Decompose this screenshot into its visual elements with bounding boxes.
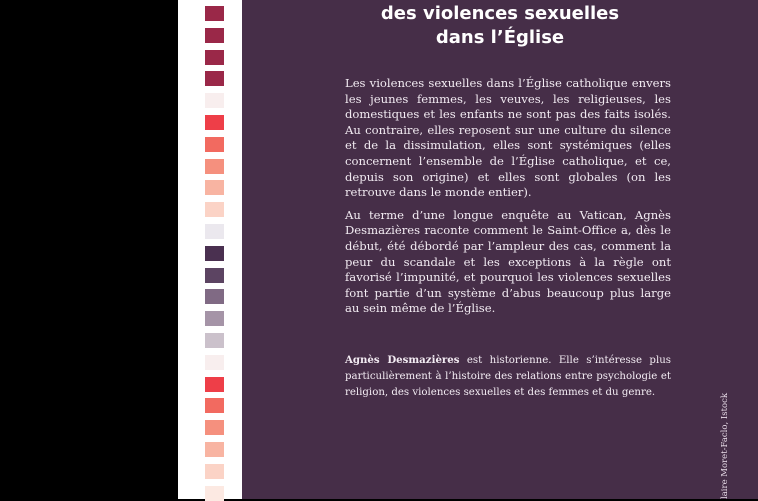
photo-credit bbox=[720, 392, 732, 499]
color-swatch bbox=[205, 398, 224, 413]
color-swatch bbox=[205, 355, 224, 370]
color-swatch bbox=[205, 159, 224, 174]
color-swatch bbox=[205, 6, 224, 21]
blurb-paragraph-2: Au terme d’une longue enquête au Vatican, Agnès Desmazières raconte comment le Saint-Office a, dès le début, été débordé par l’ampleur des cas, comment la peur du scandale et les exceptions à la règle ont favorisé l’impunité, et pourquoi les violences sexuelles font partie d’un système d’abus beaucoup plus large au sein même de l’Église. bbox=[345, 207, 671, 316]
color-swatch bbox=[205, 180, 224, 195]
color-swatch bbox=[205, 311, 224, 326]
author-bio bbox=[345, 352, 671, 401]
back-cover-panel bbox=[242, 0, 758, 499]
author-bio-text: est historienne. Elle s’intéresse plus particulièrement à l’histoire des relations entre psychologie et religion, des violences sexuelles et des femmes et du genre. bbox=[345, 355, 671, 398]
color-swatch bbox=[205, 486, 224, 501]
blurb bbox=[345, 76, 671, 324]
color-swatch bbox=[205, 224, 224, 239]
color-swatch bbox=[205, 464, 224, 479]
color-swatch bbox=[205, 268, 224, 283]
color-swatch bbox=[205, 202, 224, 217]
color-swatch bbox=[205, 137, 224, 152]
color-swatch bbox=[205, 115, 224, 130]
color-swatch bbox=[205, 246, 224, 261]
author-name: Agnès Desmazières bbox=[345, 354, 460, 366]
color-swatch bbox=[205, 333, 224, 348]
title-line-1: des violences sexuelles bbox=[380, 3, 620, 24]
color-swatch bbox=[205, 420, 224, 435]
color-swatch bbox=[205, 71, 224, 86]
photo-credit-text: laire Moret-Faclo, Istock bbox=[720, 392, 730, 499]
color-swatch bbox=[205, 442, 224, 457]
color-swatch bbox=[205, 93, 224, 108]
color-swatch-strip bbox=[178, 0, 242, 499]
title-line-2: dans l’Église bbox=[435, 27, 565, 48]
blurb-paragraph-1: Les violences sexuelles dans l’Église catholique envers les jeunes femmes, les veuves, les religieuses, les domestiques et les enfants ne sont pas des faits isolés. Au contraire, elles reposent sur une culture du silence et de la dissimulation, elles sont systémiques (elles concernent l’ensemble de l’Église catholique, et ce, depuis son origine) et elles sont globales (on les retrouve dans le monde entier). bbox=[345, 76, 671, 200]
color-swatch bbox=[205, 289, 224, 304]
color-swatch bbox=[205, 50, 224, 65]
color-swatch bbox=[205, 377, 224, 392]
color-swatch bbox=[205, 28, 224, 43]
